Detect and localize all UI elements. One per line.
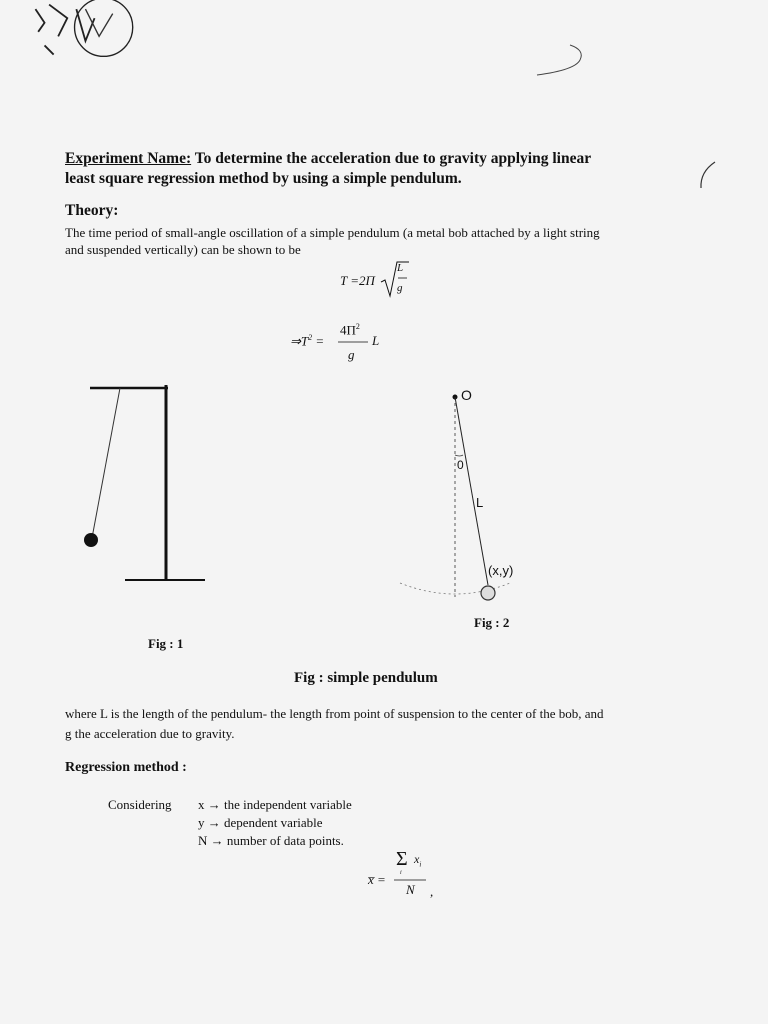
mean-numerator (414, 852, 421, 868)
corner-pen-mark (535, 40, 595, 80)
considering-label: Considering (108, 797, 172, 812)
squared-equation-equals: = (312, 333, 325, 349)
sigma-symbol: Σ (396, 848, 408, 870)
description-line2: g the acceleration due to gravity. (65, 726, 235, 741)
theory-text-line2: and suspended vertically) can be shown to be (65, 242, 301, 257)
mean-formula-comma: , (430, 884, 434, 899)
experiment-title-line2: least square regression method by using a simple pendulum. (65, 170, 462, 187)
theory-heading: Theory: (65, 202, 119, 219)
description-line1: where L is the length of the pendulum- the length from point of suspension to the center of the bob, and (65, 706, 604, 721)
period-equation (340, 273, 375, 289)
squared-equation-rhs: L (372, 333, 380, 348)
mean-formula-lhs: x̅ = (368, 872, 386, 887)
fig2-caption: Fig : 2 (474, 615, 510, 630)
angle-label: 0 (457, 458, 464, 472)
squared-equation-exponent: 2 (308, 333, 313, 342)
mean-fraction-bar (394, 879, 428, 881)
mean-numerator-x: x (414, 852, 420, 866)
experiment-title-line1 (65, 150, 591, 168)
def-n: N → number of data points. (198, 833, 344, 848)
figure2-pendulum-geometry (370, 385, 570, 615)
bob-coordinate-label: (x,y) (488, 563, 514, 578)
def-x: x → the independent variable (198, 797, 352, 812)
period-equation-lhs: T =2Π (340, 273, 375, 288)
experiment-name-label: Experiment Name: (65, 150, 192, 167)
period-equation-denominator: g (397, 282, 403, 294)
fraction-bar (338, 341, 370, 343)
pivot-label: O (461, 387, 472, 403)
squared-equation-denominator: g (348, 347, 355, 362)
squared-period-equation (290, 333, 324, 349)
mean-numerator-sub: i (419, 860, 422, 869)
squared-equation-numerator (340, 322, 360, 338)
corner-scribble (30, 0, 150, 100)
figure1-pendulum-stand (80, 380, 220, 600)
sigma-subscript: i (400, 870, 402, 876)
squared-equation-numerator-text: 4Π (340, 322, 356, 338)
regression-heading: Regression method : (65, 760, 187, 775)
sqrt-sign (381, 260, 411, 300)
margin-pen-mark (695, 160, 725, 190)
theory-text-line1: The time period of small-angle oscillation of a simple pendulum (a metal bob attached by a light string (65, 225, 600, 240)
def-y: y → dependent variable (198, 815, 323, 830)
figure-main-caption: Fig : simple pendulum (294, 670, 438, 686)
length-label: L (476, 495, 484, 510)
squared-equation-lhs: ⇒T (290, 333, 309, 349)
experiment-title-text1: To determine the acceleration due to gravity applying linear (191, 150, 592, 167)
squared-equation-numerator-exp: 2 (355, 322, 360, 331)
period-equation-numerator: L (397, 262, 404, 274)
mean-denominator: N (406, 882, 415, 897)
fig1-caption: Fig : 1 (148, 636, 184, 651)
